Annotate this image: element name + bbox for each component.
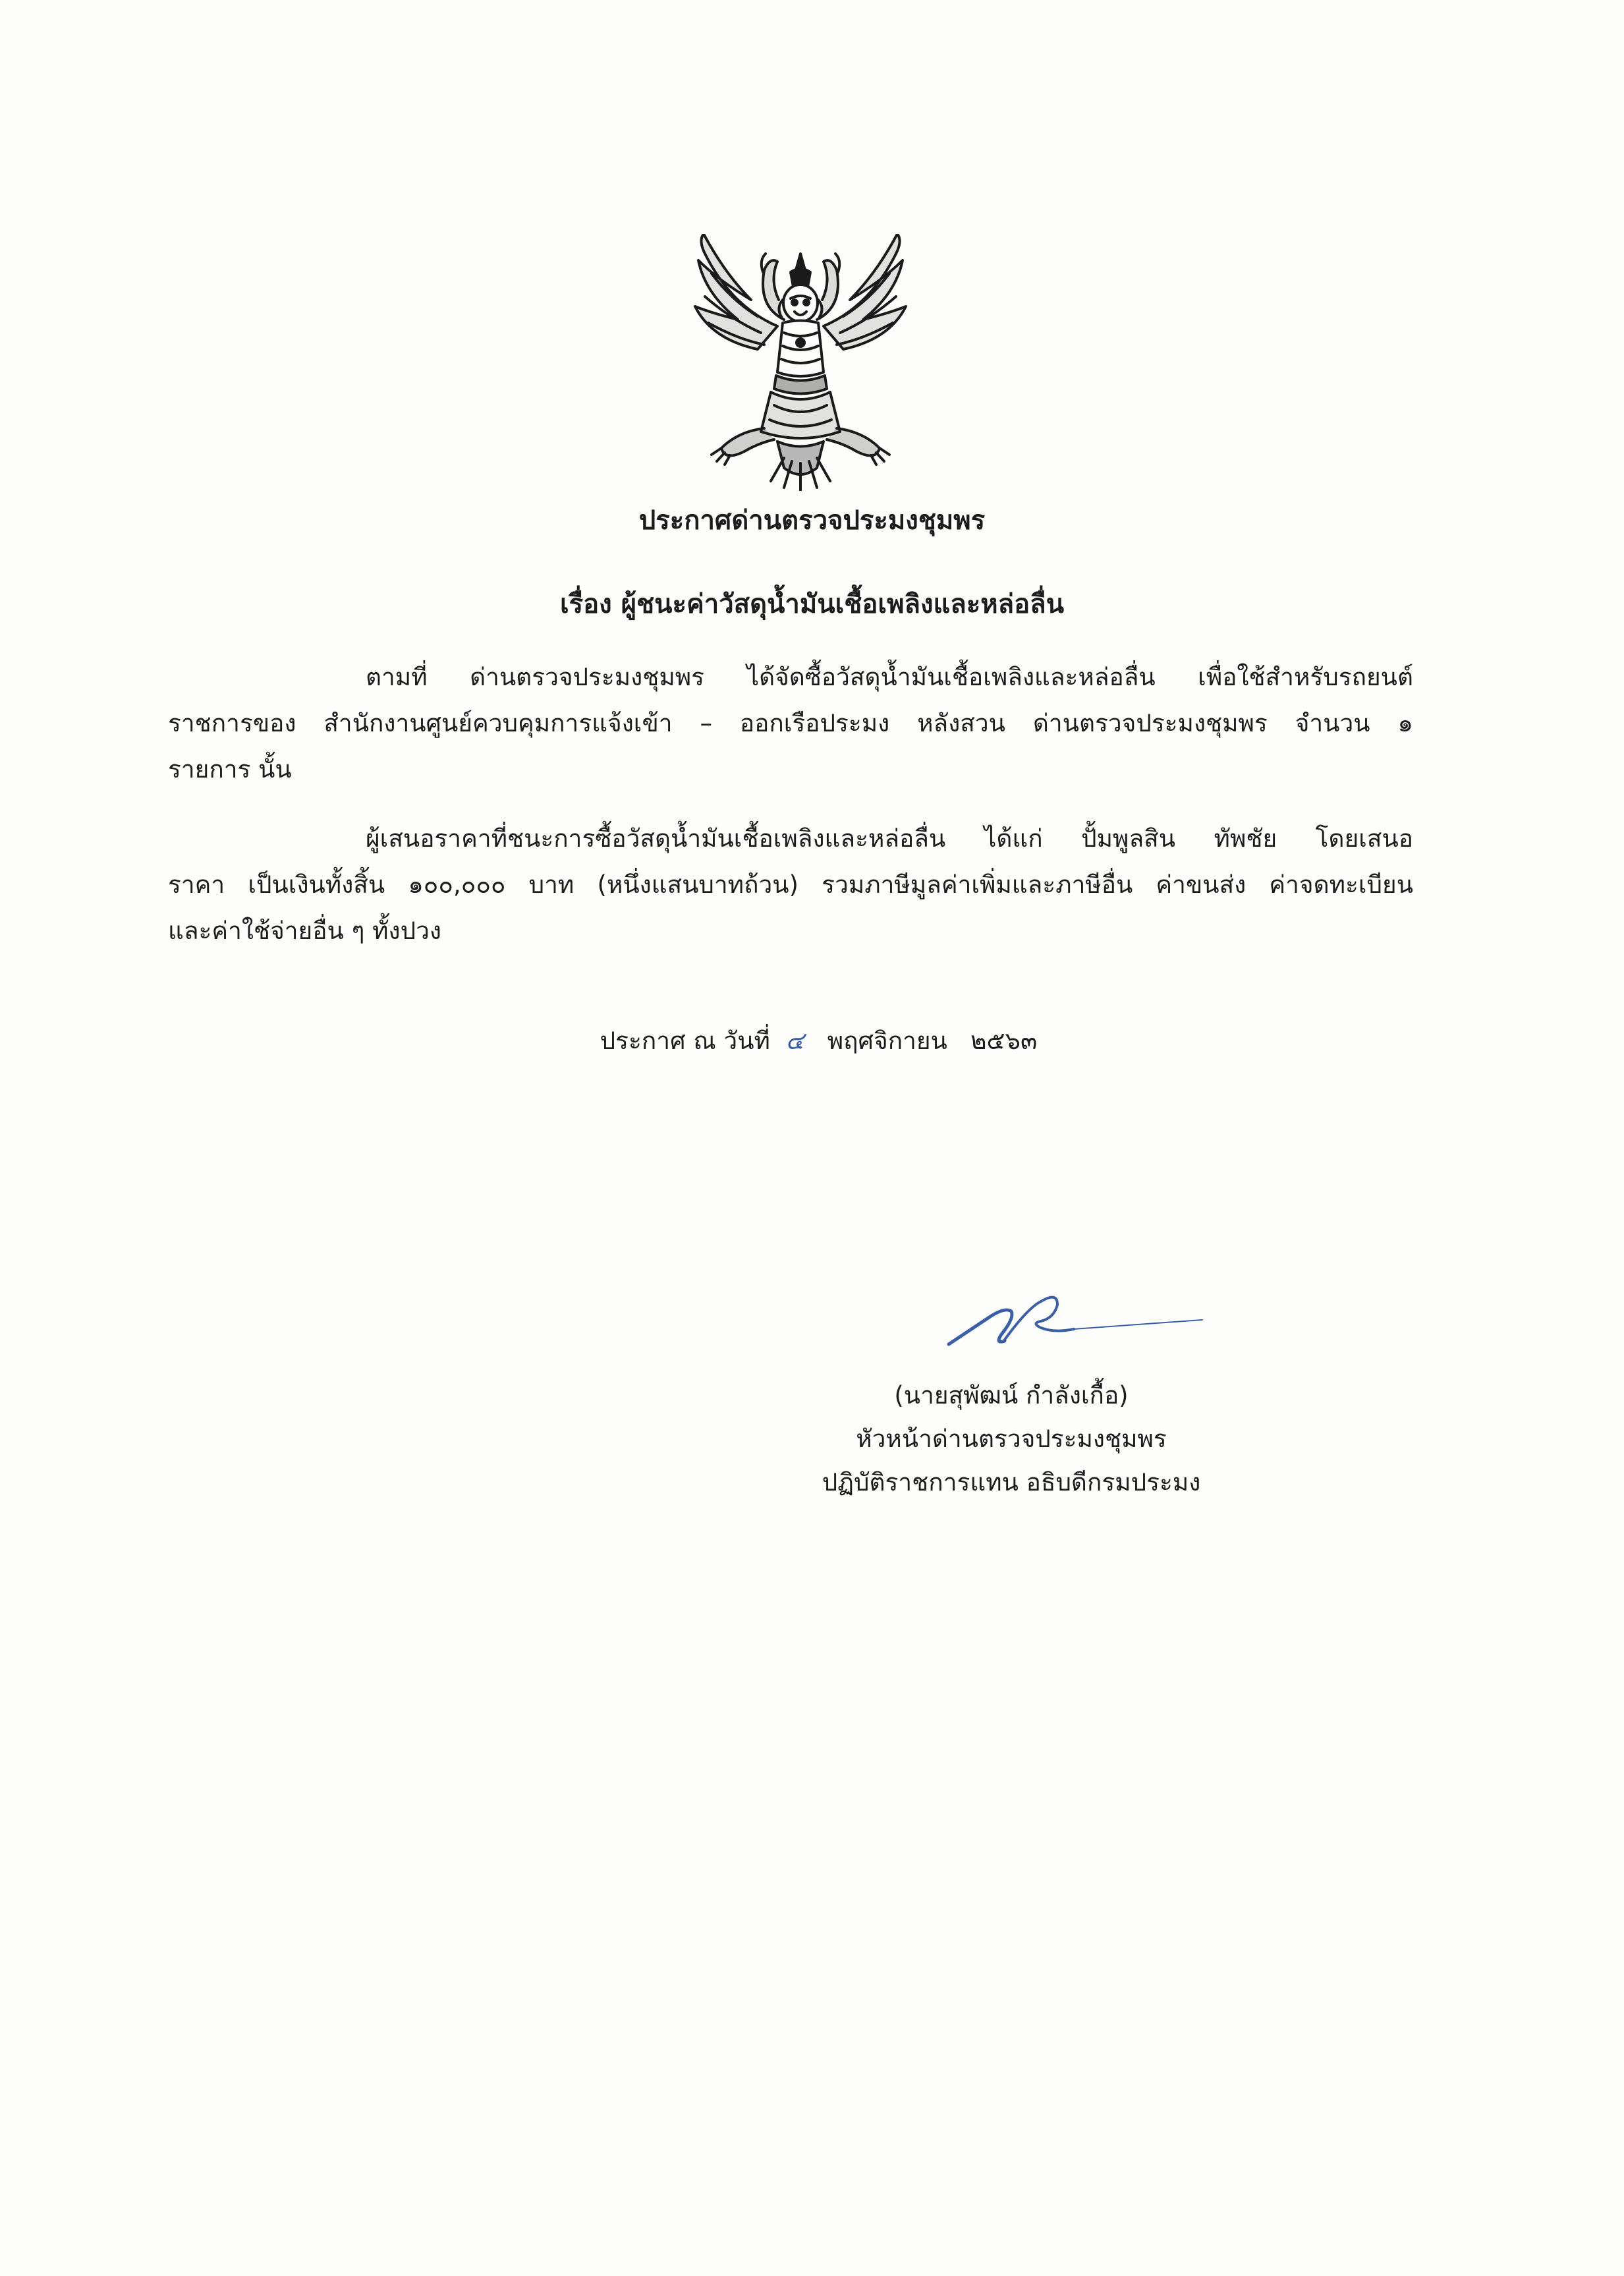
paragraph-line: ผู้เสนอราคาที่ชนะการซื้อวัสดุน้ำมันเชื้อเพลิงและหล่อลื่น ได้แก่ ปั้มพูลสิน ทัพชัย โดยเสนอ xyxy=(366,824,1413,853)
paragraph-line: และค่าใช้จ่ายอื่น ๆ ทั้งปวง xyxy=(168,917,441,945)
paragraph-winner xyxy=(168,816,1413,954)
announcement-subject: เรื่อง ผู้ชนะค่าวัสดุน้ำมันเชื้อเพลิงและหล่อลื่น xyxy=(559,589,1065,619)
date-day: ๔ xyxy=(785,1027,804,1055)
announcement-date xyxy=(0,1021,1624,1061)
signatory-acting-for: ปฏิบัติราชการแทน อธิบดีกรมประมง xyxy=(822,1468,1201,1496)
announcement-title: ประกาศด่านตรวจประมงชุมพร xyxy=(638,505,986,536)
paragraph-line: รายการ นั้น xyxy=(168,755,292,783)
garuda-emblem-icon xyxy=(685,234,916,491)
handwritten-signature-icon xyxy=(942,1282,1206,1354)
paragraph-line: ราคา เป็นเงินทั้งสิ้น ๑๐๐,๐๐๐ บาท (หนึ่งแสนบาทถ้วน) รวมภาษีมูลค่าเพิ่มและภาษีอื่น ค่าขนส่ง ค่าจดทะเบียน xyxy=(168,870,1413,899)
signatory-position: หัวหน้าด่านตรวจประมงชุมพร xyxy=(856,1425,1167,1453)
date-prefix: ประกาศ ณ วันที่ xyxy=(600,1027,770,1055)
date-month: พฤศจิกายน xyxy=(827,1027,947,1055)
date-year: ๒๕๖๓ xyxy=(970,1027,1038,1055)
paragraph-line: ราชการของ สำนักงานศูนย์ควบคุมการแจ้งเข้า – ออกเรือประมง หลังสวน ด่านตรวจประมงชุมพร จำนวน ๑ xyxy=(168,709,1413,737)
signatory-block xyxy=(751,1374,1272,1504)
signatory-name: (นายสุพัฒน์ กำลังเกื้อ) xyxy=(894,1381,1129,1409)
paragraph-line: ตามที่ ด่านตรวจประมงชุมพร ได้จัดซื้อวัสดุน้ำมันเชื้อเพลิงและหล่อลื่น เพื่อใช้สำหรับรถยนต์ xyxy=(366,663,1413,691)
paragraph-procurement xyxy=(168,654,1413,793)
